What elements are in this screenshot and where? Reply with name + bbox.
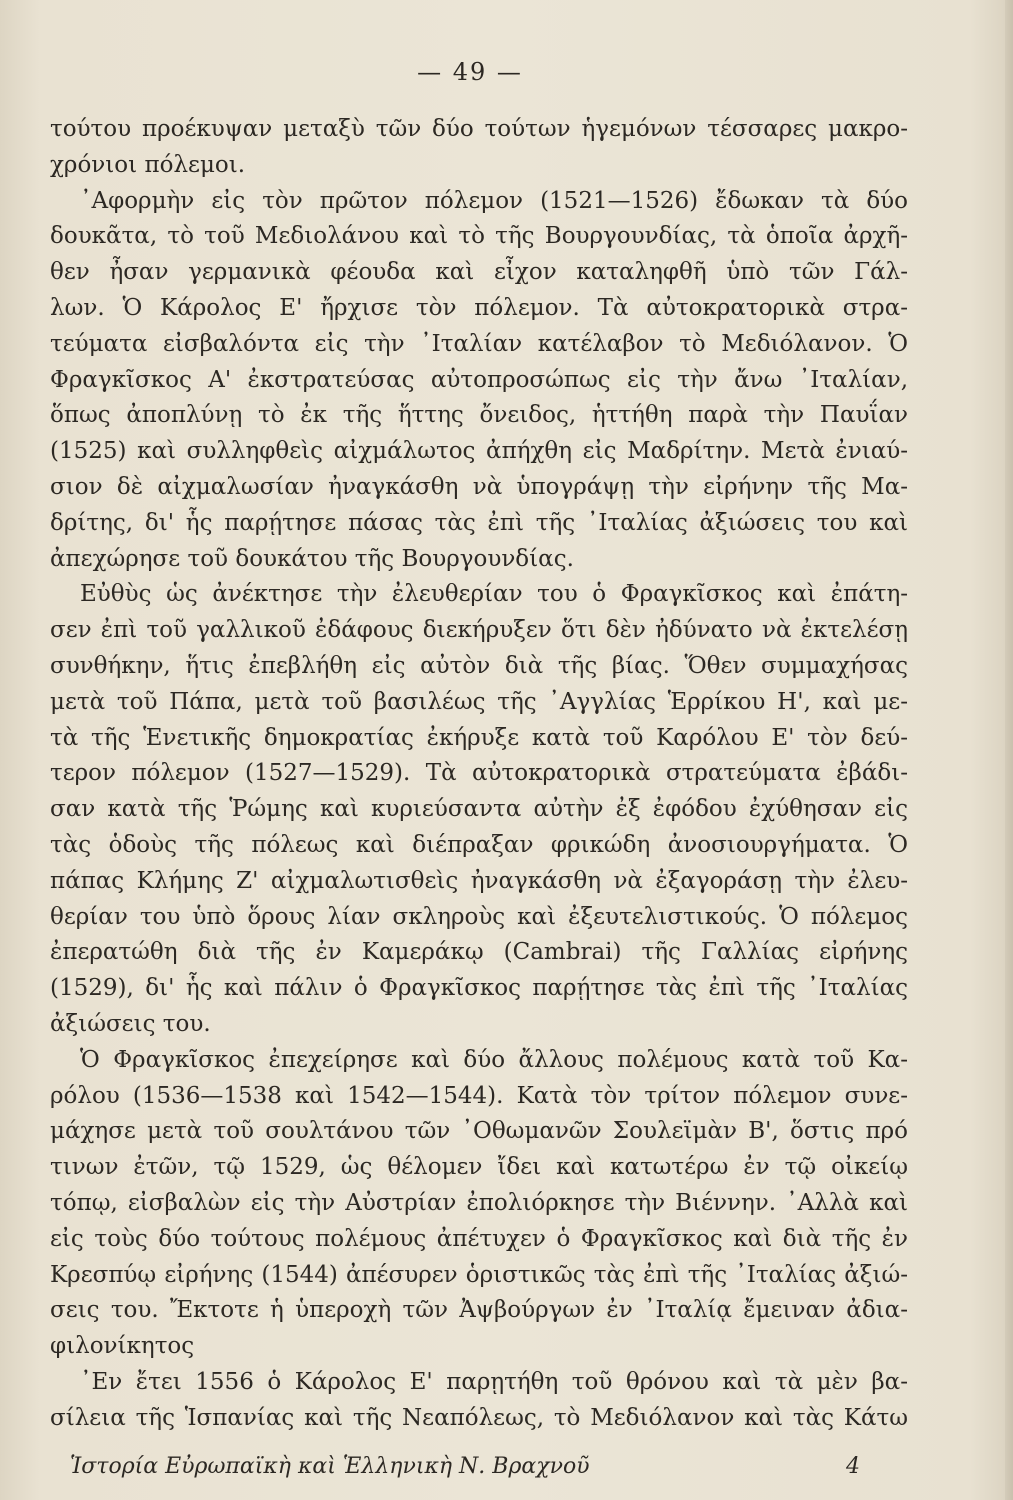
text-line: λων. Ὁ Κάρολος Ε' ἤρχισε τὸν πόλεμον. Τὰ αὐτοκρατορικὰ στρα- [50, 294, 908, 321]
text-line: μάχησε μετὰ τοῦ σουλτάνου τῶν ᾿Οθωμανῶν Σουλεϊμὰν Β', ὅστις πρό [50, 1118, 908, 1145]
text-line: τὰς ὁδοὺς τῆς πόλεως καὶ διέπραξαν φρικώδη ἀνοσιουργήματα. Ὁ [50, 831, 908, 858]
text-line: ἀξιώσεις του. [50, 1010, 211, 1037]
text-line: σεν ἐπὶ τοῦ γαλλικοῦ ἐδάφους διεκήρυξεν ὅτι δὲν ἠδύνατο νὰ ἐκτελέσῃ [50, 617, 908, 644]
text-line: δουκᾶτα, τὸ τοῦ Μεδιολάνου καὶ τὸ τῆς Βουργουνδίας, τὰ ὁποῖα ἀρχῆ- [50, 223, 908, 250]
text-line: θερίαν του ὑπὸ ὅρους λίαν σκληροὺς καὶ ἐξευτελιστικούς. Ὁ πόλεμος [50, 903, 908, 930]
text-line: συνθήκην, ἥτις ἐπεβλήθη εἰς αὐτὸν διὰ τῆς βίας. Ὅθεν συμμαχήσας [50, 652, 908, 679]
page-edge [1005, 0, 1013, 1500]
text-line: τὰ τῆς Ἑνετικῆς δημοκρατίας ἐκήρυξε κατὰ τοῦ Καρόλου Ε' τὸν δεύ- [50, 724, 908, 751]
text-line: ἀπεχώρησε τοῦ δουκάτου τῆς Βουργουνδίας. [50, 545, 574, 572]
text-line: τεύματα εἰσβαλόντα εἰς τὴν ᾿Ιταλίαν κατέλαβον τὸ Μεδιόλανον. Ὁ [50, 330, 908, 357]
text-line: σαν κατὰ τῆς Ῥώμης καὶ κυριεύσαντα αὐτὴν ἐξ ἐφόδου ἐχύθησαν εἰς [50, 796, 908, 823]
text-line: χρόνιοι πόλεμοι. [50, 151, 246, 178]
text-line: σεις του. Ἔκτοτε ἡ ὑπεροχὴ τῶν Ἀψβούργων ἐν ᾿Ιταλίᾳ ἔμειναν ἀδια- [50, 1297, 908, 1324]
text-line: τινων ἐτῶν, τῷ 1529, ὡς θέλομεν ἴδει καὶ κατωτέρω ἐν τῷ οἰκείῳ [50, 1154, 908, 1181]
signature-mark: 4 [846, 1454, 860, 1479]
body-text [50, 112, 908, 1436]
text-line: ᾿Αφορμὴν εἰς τὸν πρῶτον πόλεμον (1521—1526) ἔδωκαν τὰ δύο [80, 187, 908, 214]
text-line: μετὰ τοῦ Πάπα, μετὰ τοῦ βασιλέως τῆς ᾿Αγγλίας Ἑρρίκου Η', καὶ με- [50, 688, 908, 715]
text-line: (1525) καὶ συλληφθεὶς αἰχμάλωτος ἀπήχθη εἰς Μαδρίτην. Μετὰ ἐνιαύ- [50, 438, 908, 465]
text-line: σίλεια τῆς Ἱσπανίας καὶ τῆς Νεαπόλεως, τὸ Μεδιόλανον καὶ τὰς Κάτω [50, 1404, 908, 1431]
text-line: εἰς τοὺς δύο τούτους πολέμους ἀπέτυχεν ὁ Φραγκῖσκος καὶ διὰ τῆς ἐν [50, 1225, 908, 1252]
text-line: (1529), δι' ἧς καὶ πάλιν ὁ Φραγκῖσκος παρῄτησε τὰς ἐπὶ τῆς ᾿Ιταλίας [50, 975, 908, 1002]
text-line: ἐπερατώθη διὰ τῆς ἐν Καμεράκῳ (Cambrai) τῆς Γαλλίας εἰρήνης [50, 939, 908, 966]
footer-title: Ἱστορία Εὐρωπαϊκὴ καὶ Ἑλληνικὴ Ν. Βραχνοῦ [70, 1454, 590, 1479]
text-line: σιον δὲ αἰχμαλωσίαν ἠναγκάσθη νὰ ὑπογράψῃ τὴν εἰρήνην τῆς Μα- [50, 473, 908, 500]
page-number: — 49 — [417, 58, 523, 86]
text-line: δρίτης, δι' ἧς παρῄτησε πάσας τὰς ἐπὶ τῆς ᾿Ιταλίας ἀξιώσεις του καὶ [50, 509, 908, 536]
text-line: τερον πόλεμον (1527—1529). Τὰ αὐτοκρατορικὰ στρατεύματα ἐβάδι- [50, 760, 908, 787]
text-line: Εὐθὺς ὡς ἀνέκτησε τὴν ἐλευθερίαν του ὁ Φραγκῖσκος καὶ ἐπάτη- [80, 581, 908, 608]
text-line: Φραγκῖσκος Α' ἐκστρατεύσας αὐτοπροσώπως εἰς τὴν ἄνω ᾿Ιταλίαν, [50, 366, 908, 393]
text-line: θεν ἦσαν γερμανικὰ φέουδα καὶ εἶχον καταληφθῆ ὑπὸ τῶν Γάλ- [50, 259, 908, 286]
text-line: τόπῳ, εἰσβαλὼν εἰς τὴν Αὐστρίαν ἐπολιόρκησε τὴν Βιέννην. ᾿Αλλὰ καὶ [50, 1189, 908, 1216]
text-line: ὅπως ἀποπλύνῃ τὸ ἐκ τῆς ἥττης ὄνειδος, ἡττήθη παρὰ τὴν Παυΐαν [50, 402, 908, 429]
text-line: ρόλου (1536—1538 καὶ 1542—1544). Κατὰ τὸν τρίτον πόλεμον συνε- [50, 1082, 908, 1109]
text-line: πάπας Κλήμης Ζ' αἰχμαλωτισθεὶς ἠναγκάσθη νὰ ἐξαγοράσῃ τὴν ἐλευ- [50, 867, 908, 894]
text-line: τούτου προέκυψαν μεταξὺ τῶν δύο τούτων ἡγεμόνων τέσσαρες μακρο- [50, 116, 908, 142]
text-line: Κρεσπύῳ εἰρήνης (1544) ἀπέσυρεν ὁριστικῶς τὰς ἐπὶ τῆς ᾿Ιταλίας ἀξιώ- [50, 1261, 908, 1288]
text-line: Ὁ Φραγκῖσκος ἐπεχείρησε καὶ δύο ἄλλους πολέμους κατὰ τοῦ Κα- [80, 1046, 908, 1073]
text-line: ᾿Εν ἔτει 1556 ὁ Κάρολος Ε' παρῃτήθη τοῦ θρόνου καὶ τὰ μὲν βα- [80, 1368, 908, 1395]
text-line: φιλονίκητος [50, 1333, 195, 1360]
